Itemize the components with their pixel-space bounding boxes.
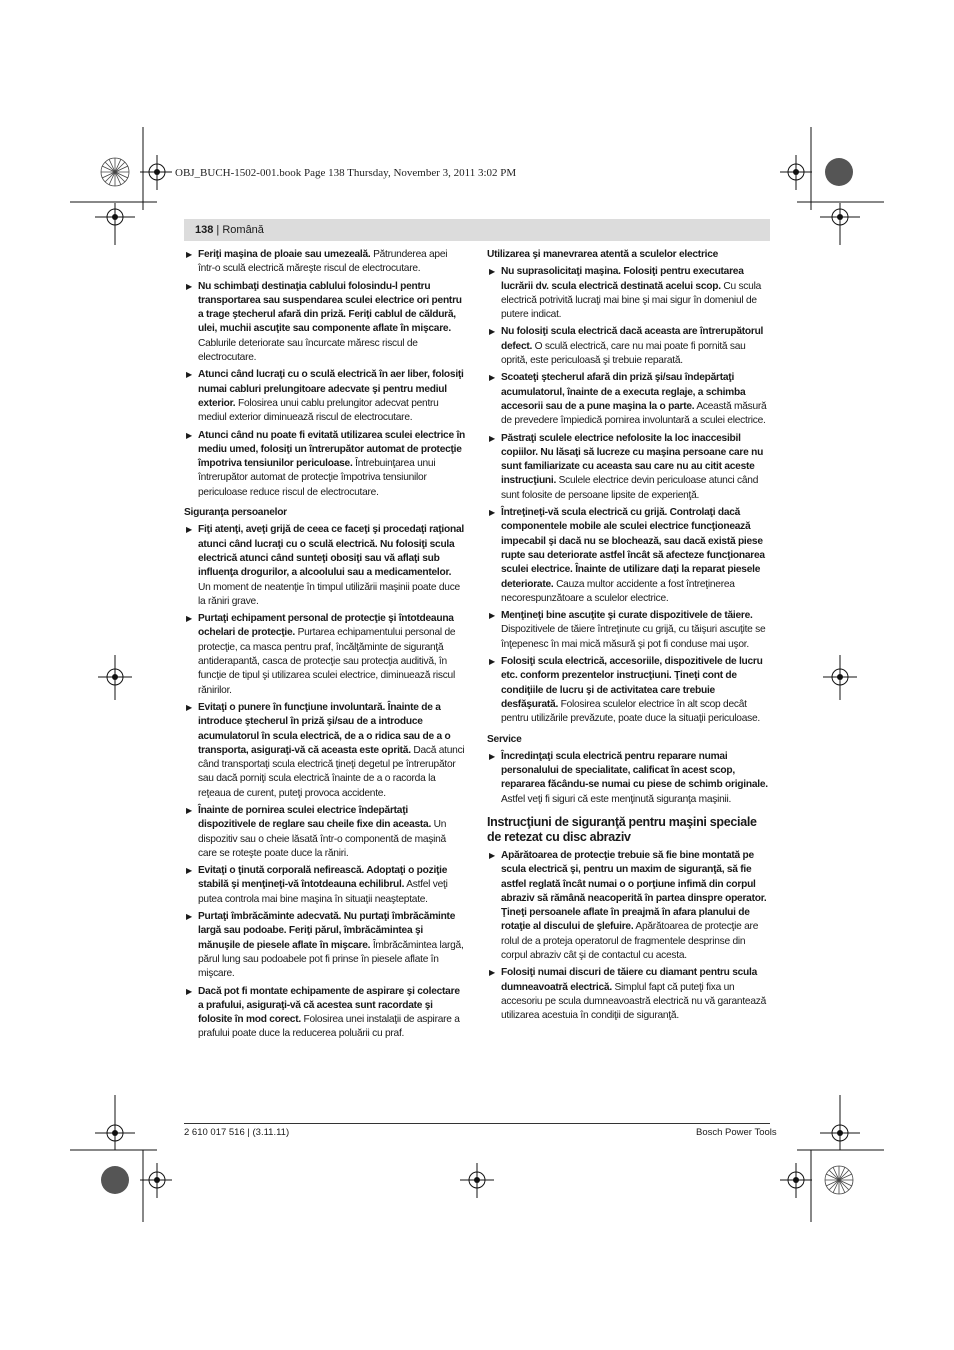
list-item-explanation: Dispozitivele de tăiere întreţinute cu grijă, cu tăişuri ascuţite se înţepenesc în mai mică măsură şi pot fi conduse mai uşor. <box>501 624 766 650</box>
print-slug: OBJ_BUCH-1502-001.book Page 138 Thursday, November 3, 2011 3:02 PM <box>175 167 517 179</box>
bullet-arrow-icon: ▶ <box>186 986 192 996</box>
bullet-arrow-icon: ▶ <box>186 281 192 291</box>
list-item-instruction: Apărătoarea de protecţie trebuie să fie bine montată pe scula electrică şi, pentru un maxim de siguranţă, să fie astfel reglată încât numai o o porţiune infimă din corpul abraziv să rămână neacoperită în partea dinspre operator. Ţineţi persoanele aflate în preajmă în afara planului de rotaţie al discului de şlefuire. <box>501 849 767 933</box>
list-item <box>487 265 771 322</box>
header-language: Română <box>222 224 264 236</box>
right-list-2 <box>487 750 771 807</box>
right-list-1 <box>487 265 771 726</box>
list-item-explanation: Întrebuinţarea unui întrerupător automat de protecţie împotriva tensiunilor periculoase reduce riscul de electrocutare. <box>198 458 436 498</box>
list-item <box>487 325 771 368</box>
list-item-explanation: Astfel veţi putea controla mai bine maşina în situaţii neaşteptate. <box>198 879 448 905</box>
list-item <box>184 248 466 277</box>
bullet-arrow-icon: ▶ <box>186 250 192 259</box>
list-item <box>184 429 466 500</box>
list-item-explanation: Această măsură de prevedere împiedică pornirea involuntară a sculei electrice. <box>501 400 767 427</box>
list-item-instruction: Evitaţi o ţinută corporală nefirească. Adoptaţi o poziţie stabilă şi menţineţi-vă întotdeauna echilibrul. <box>198 865 448 891</box>
list-item <box>184 910 466 981</box>
list-item-explanation: Astfel veţi fi siguri că este menţinută siguranţa maşinii. <box>501 793 732 805</box>
bullet-arrow-icon: ▶ <box>489 508 495 518</box>
list-item <box>487 655 771 726</box>
list-item-explanation: Un moment de neatenţie în timpul utilizării maşinii poate duce la răniri grave. <box>198 581 460 607</box>
list-item-instruction: Purtaţi îmbrăcăminte adecvată. Nu purtaţi îmbrăcăminte largă sau podoabe. Feriţi părul, îmbrăcămintea şi mănuşile de piesele aflate în mişcare. <box>198 911 456 951</box>
section-title: Instrucţiuni de siguranţă pentru maşini speciale de retezat cu disc abraziv <box>487 814 757 844</box>
footer-brand: Bosch Power Tools <box>696 1127 777 1138</box>
page-header <box>195 224 264 236</box>
list-item-instruction: Feriţi maşina de ploaie sau umezeală. <box>198 249 371 260</box>
right-column <box>487 248 771 1027</box>
bullet-arrow-icon: ▶ <box>186 912 192 922</box>
header-separator: | <box>216 224 220 236</box>
footer-rule <box>184 1123 770 1124</box>
list-item <box>184 864 466 907</box>
bullet-arrow-icon: ▶ <box>489 373 495 383</box>
bullet-arrow-icon: ▶ <box>186 370 192 380</box>
list-item-instruction: Evitaţi o punere în funcţiune involuntară. Înainte de a introduce ştecherul în priză şi/sau de a introduce acumulatorul în scula electrică, de a o ridica sau de a o transporta, asiguraţi-vă că aceasta este oprită. <box>198 701 451 756</box>
header-bar <box>184 219 770 241</box>
list-item-instruction: Atunci când nu poate fi evitată utilizarea sculei electrice în mediu umed, folosiţi un întrerupător automat de protecţie împotriva tensiunilor periculoase. <box>198 429 466 470</box>
list-item <box>184 523 466 609</box>
list-item <box>487 432 771 503</box>
list-item-explanation: Folosirea unei instalaţii de aspirare a prafului poate duce la reducerea poluării cu praf. <box>198 1014 460 1040</box>
list-item-instruction: Scoateţi ştecherul afară din priză şi/sau îndepărtaţi acumulatorul, înainte de a executa reglaje, a schimba accesorii sau de a pune maşina la o parte. <box>501 372 746 412</box>
list-item-instruction: Folosiţi scula electrică, accesoriile, dispozitivele de lucru etc. conform prezentelor instrucţiuni. Ţineţi cont de condiţiile de lucru şi de activitatea care trebuie desfăşurată. <box>501 656 763 710</box>
list-item-explanation: Sculele electrice devin periculoase atunci când sunt folosite de persoane lipsite de experienţă. <box>501 475 759 501</box>
list-item <box>487 849 771 963</box>
bullet-arrow-icon: ▶ <box>186 614 192 624</box>
bullet-arrow-icon: ▶ <box>489 657 495 667</box>
list-item-explanation: O sculă electrică, care nu mai poate fi pornită sau oprită, este periculoasă şi trebuie reparată. <box>501 340 746 367</box>
list-item-instruction: Întreţineţi-vă scula electrică cu grijă. Controlaţi dacă componentele mobile ale sculei electrice funcţionează impecabil şi dacă nu se blochează, sau dacă există piese rupte sau deteriorate astfel încât să afecteze funcţionarea sculei electrice. Înainte de utilizare daţi la reparat piesele deteriorate. <box>501 507 765 590</box>
list-item-instruction: Fiţi atenţi, aveţi grijă de ceea ce faceţi şi procedaţi raţional atunci când lucraţi cu o sculă electrică. Nu folosiţi scula electrică atunci când sunteţi obosiţi sau vă aflaţi sub influenţa drogurilor, a alcoolului sau a medicamentelor. <box>198 524 464 579</box>
bullet-arrow-icon: ▶ <box>489 611 495 621</box>
list-item <box>487 966 771 1023</box>
list-item-instruction: Încredinţaţi scula electrică pentru reparare numai personalului de specialitate, calificat în acest scop, repararea făcându-se numai cu piese de schimb originale. <box>501 750 768 791</box>
right-list-3 <box>487 849 771 1024</box>
list-item-explanation: Dacă atunci când transportaţi scula electrică ţineţi degetul pe întrerupător sau dacă porniţi scula electrică înainte de a o racorda la reţeaua de curent, puteţi provoca accidente. <box>198 744 465 799</box>
list-item <box>184 985 466 1042</box>
list-item-instruction: Nu suprasolicitaţi maşina. Folosiţi pentru executarea lucrării dv. scula electrică destinată acelui scop. <box>501 266 744 292</box>
bullet-arrow-icon: ▶ <box>489 267 495 277</box>
list-item-instruction: Nu folosiţi scula electrică dacă aceasta are întrerupătorul defect. <box>501 326 764 352</box>
list-item-explanation: Cauza multor accidente a fost întreţinerea necorespunzătoare a sculelor electrice. <box>501 578 735 604</box>
bullet-arrow-icon: ▶ <box>186 866 192 876</box>
bullet-arrow-icon: ▶ <box>186 430 192 440</box>
list-item-instruction: Nu schimbaţi destinaţia cablului folosindu-l pentru transportarea sau suspendarea sculei electrice ori pentru a trage ştecherul afară din priză. Feriţi cablul de căldură, ulei, muchii ascuţite sau componente aflate în mişcare. <box>198 280 462 335</box>
list-item-explanation: Pătrunderea apei într-o sculă electrică măreşte riscul de electrocutare. <box>198 249 448 275</box>
list-item-instruction: Dacă pot fi montate echipamente de aspirare şi colectare a prafului, asiguraţi-vă că acestea sunt racordate şi folosite în mod corect. <box>198 985 460 1026</box>
list-item-explanation: Cablurile deteriorate sau încurcate măresc riscul de electrocutare. <box>198 337 418 364</box>
list-item <box>184 701 466 801</box>
list-item-explanation: Folosirea unui cablu prelungitor adecvat pentru mediul exterior diminuează riscul de electrocutare. <box>198 397 439 424</box>
bullet-arrow-icon: ▶ <box>186 805 192 815</box>
bullet-arrow-icon: ▶ <box>489 850 495 860</box>
bullet-arrow-icon: ▶ <box>489 433 495 443</box>
list-item <box>487 371 771 428</box>
list-item-explanation: Simplul fapt că puteţi fixa un accesoriu pe scula dumneavoastră electrică nu vă garantează utilizarea acestuia în condiţii de siguranţă. <box>501 981 767 1022</box>
list-item-explanation: Folosirea sculelor electrice în alt scop decât pentru utilizările prevăzute, poate duce la situaţii periculoase. <box>501 698 760 725</box>
bullet-arrow-icon: ▶ <box>489 968 495 978</box>
list-item-instruction: Purtaţi echipament personal de protecţie şi întotdeauna ochelari de protecţie. <box>198 613 454 639</box>
subhead-tool-use: Utilizarea şi manevrarea atentă a sculelor electrice <box>487 249 719 260</box>
list-item-explanation: Un dispozitiv sau o cheie lăsată într-o componentă de maşină care se roteşte poate duce la răniri. <box>198 819 447 859</box>
page-number: 138 <box>195 224 214 236</box>
footer-part-number: 2 610 017 516 | (3.11.11) <box>184 1127 290 1138</box>
bullet-arrow-icon: ▶ <box>489 751 495 761</box>
list-item-explanation: Apărătoarea de protecţie are rolul de a proteja operatorul de fragmentele desprinse din corpul abraziv cât şi de contactul cu acesta. <box>501 921 759 962</box>
left-column <box>184 248 466 1045</box>
list-item <box>184 368 466 425</box>
left-list-1 <box>184 248 466 500</box>
list-item <box>184 612 466 698</box>
list-item <box>184 280 466 366</box>
list-item-instruction: Atunci când lucraţi cu o sculă electrică în aer liber, folosiţi numai cabluri prelungitoare adecvate şi pentru mediul exterior. <box>198 369 464 409</box>
list-item-instruction: Folosiţi numai discuri de tăiere cu diamant pentru scula dumneavoatră electrică. <box>501 967 758 993</box>
list-item-explanation: Cu scula electrică potrivită lucraţi mai bine şi mai sigur în domeniul de putere indicat. <box>501 280 761 321</box>
list-item-instruction: Înainte de pornirea sculei electrice îndepărtaţi dispozitivele de reglare sau cheile fixe din aceasta. <box>198 804 432 831</box>
list-item <box>487 506 771 606</box>
list-item <box>487 750 771 807</box>
subhead-personal-safety: Siguranţa persoanelor <box>184 507 287 519</box>
subhead-service: Service <box>487 733 522 745</box>
list-item-explanation: Purtarea echipamentului personal de protecţie, ca masca pentru praf, încălţăminte de siguranţă antiderapantă, casca de protecţie sau protecţia auditivă, în funcţie de tipul şi utilizarea sculei electrice, diminuează riscul rănirilor. <box>198 627 456 696</box>
left-list-2 <box>184 523 466 1041</box>
bullet-arrow-icon: ▶ <box>186 525 192 535</box>
list-item <box>184 804 466 861</box>
bullet-arrow-icon: ▶ <box>186 702 192 712</box>
list-item-instruction: Păstraţi sculele electrice nefolosite la loc inaccesibil copiilor. Nu lăsaţi să lucreze cu maşina persoane care nu sunt familiarizate cu aceasta sau care nu au citit aceste instrucţiuni. <box>501 432 764 487</box>
list-item-explanation: Îmbrăcămintea largă, părul lung sau podoabele pot fi prinse în piesele aflate în mişcare. <box>198 939 464 980</box>
list-item <box>487 609 771 652</box>
bullet-arrow-icon: ▶ <box>489 327 495 337</box>
list-item-instruction: Menţineţi bine ascuţite şi curate dispozitivele de tăiere. <box>501 610 753 622</box>
